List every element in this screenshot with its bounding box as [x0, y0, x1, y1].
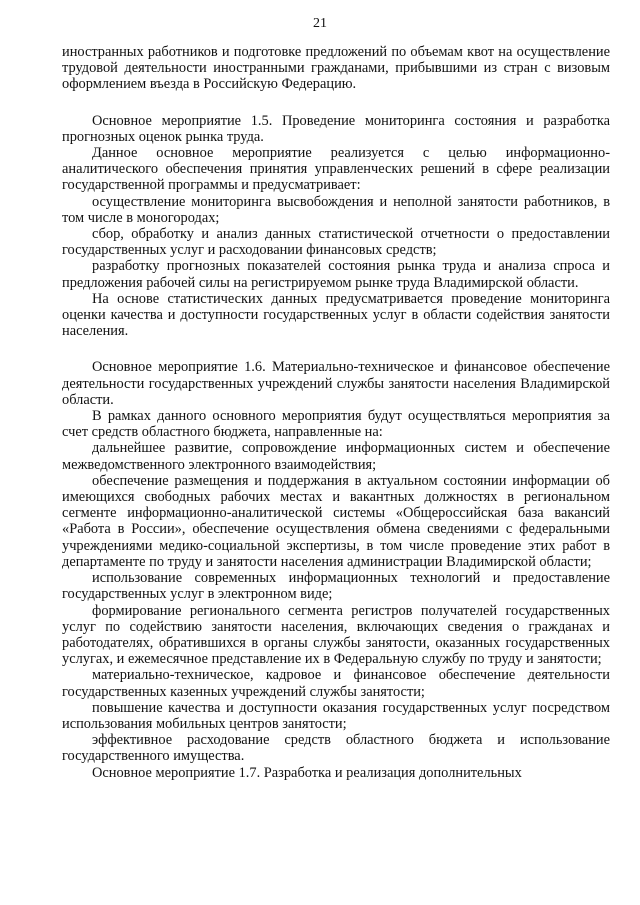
list-item: обеспечение размещения и поддержания в актуальном состоянии информации об имеющихся свободных рабочих местах и вакантных должностях в региональном сегменте информационно-аналитической системы «Общероссийская база вакансий «Работа в России», обеспечение осуществления обмена сведениями с федеральными учреждениями медико-социальной экспертизы, в том числе проведение этих работ в департаменте по труду и занятости населения администрации Владимирской области; — [62, 472, 610, 570]
page-number: 21 — [313, 16, 327, 31]
list-item: разработку прогнозных показателей состояния рынка труда и анализа спроса и предложения рабочей силы на регистрируемом рынке труда Владимирской области. — [62, 258, 610, 291]
list-item: эффективное расходование средств областного бюджета и использование государственного имущества. — [62, 732, 610, 765]
list-item: дальнейшее развитие, сопровождение информационных систем и обеспечение межведомственного электронного взаимодействия; — [62, 440, 610, 473]
list-item: осуществление мониторинга высвобождения и неполной занятости работников, в том числе в моногородах; — [62, 193, 610, 226]
list-item: сбор, обработку и анализ данных статистической отчетности о предоставлении государственных услуг и расходовании финансовых средств; — [62, 226, 610, 259]
section-heading-1-5: Основное мероприятие 1.5. Проведение мониторинга состояния и разработка прогнозных оценок рынка труда. — [62, 112, 610, 145]
document-body — [62, 44, 610, 781]
list-item: формирование регионального сегмента регистров получателей государственных услуг по содействию занятости населения, включающих сведения о гражданах и работодателях, обратившихся в органы службы занятости, оказанных государственных услугах, и ежемесячное представление их в Федеральную службу по труду и занятости; — [62, 602, 610, 668]
list-item: использование современных информационных технологий и предоставление государственных услуг в электронном виде; — [62, 570, 610, 603]
section-heading-1-6: Основное мероприятие 1.6. Материально-техническое и финансовое обеспечение деятельности государственных учреждений службы занятости населения Владимирской области. — [62, 359, 610, 408]
paragraph: Данное основное мероприятие реализуется с целью информационно-аналитического обеспечения принятия управленческих решений в сфере реализации государственной программы и предусматривает: — [62, 145, 610, 194]
list-item: материально-техническое, кадровое и финансовое обеспечение деятельности государственных казенных учреждений службы занятости; — [62, 667, 610, 700]
section-heading-1-7: Основное мероприятие 1.7. Разработка и реализация дополнительных — [92, 764, 522, 781]
list-item: повышение качества и доступности оказания государственных услуг посредством использования мобильных центров занятости; — [62, 699, 610, 732]
paragraph: В рамках данного основного мероприятия будут осуществляться мероприятия за счет средств областного бюджета, направленные на: — [62, 408, 610, 441]
paragraph: На основе статистических данных предусматривается проведение мониторинга оценки качества и доступности государственных услуг в области содействия занятости населения. — [62, 290, 610, 340]
paragraph-continuation: иностранных работников и подготовке предложений по объемам квот на осуществление трудовой деятельности иностранными гражданами, прибывшими из стран с визовым оформлением въезда в Российскую Федерацию. — [62, 44, 610, 93]
